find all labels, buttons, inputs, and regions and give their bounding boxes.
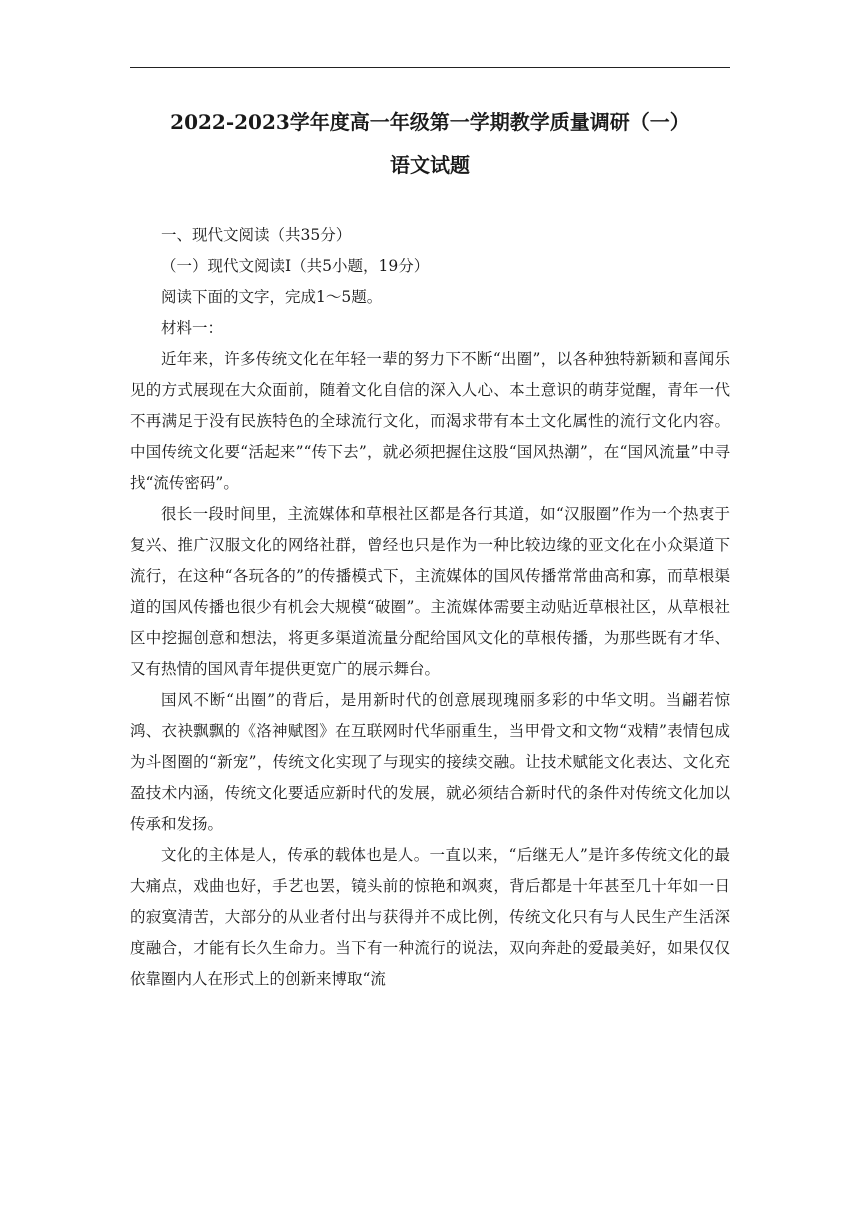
paragraph: 很长一段时间里，主流媒体和草根社区都是各行其道，如“汉服圈”作为一个热衷于复兴、推广汉服文化的网络社群，曾经也只是作为一种比较边缘的亚文化在小众渠道下流行，在这种“各玩各的”的传播模式下，主流媒体的国风传播常常曲高和寡，而草根渠道的国风传播也很少有机会大规模“破圈”。主流媒体需要主动贴近草根社区，从草根社区中挖掘创意和想法，将更多渠道流量分配给国风文化的草根传播，为那些既有才华、又有热情的国风青年提供更宽广的展示舞台。	[130, 505, 730, 678]
reading-instruction: 阅读下面的文字，完成1～5题。	[161, 288, 383, 306]
document-subtitle: 语文试题	[390, 153, 470, 177]
section-heading: 一、现代文阅读（共35分）	[161, 226, 352, 244]
document-title: 2022-2023学年度高一年级第一学期教学质量调研（一）	[170, 110, 690, 134]
paragraph: 文化的主体是人，传承的载体也是人。一直以来，“后继无人”是许多传统文化的最大痛点，戏曲也好，手艺也罢，镜头前的惊艳和飒爽，背后都是十年甚至几十年如一日的寂寞清苦，大部分的从业者付出与获得并不成比例，传统文化只有与人民生产生活深度融合，才能有长久生命力。当下有一种流行的说法，双向奔赴的爱最美好，如果仅仅依靠圈内人在形式上的创新来博取“流	[130, 846, 730, 988]
header-rule	[130, 67, 730, 68]
material-label: 材料一：	[161, 319, 224, 337]
paragraph: 国风不断“出圈”的背后，是用新时代的创意展现瑰丽多彩的中华文明。当翩若惊鸿、衣袂飘飘的《洛神赋图》在互联网时代华丽重生，当甲骨文和文物“戏精”表情包成为斗图圈的“新宠”，传统文化实现了与现实的接续交融。让技术赋能文化表达、文化充盈技术内涵，传统文化要适应新时代的发展，就必须结合新时代的条件对传统文化加以传承和发扬。	[130, 691, 730, 833]
subsection-heading: （一）现代文阅读I（共5小题，19分）	[161, 257, 430, 275]
document-body	[130, 220, 730, 995]
paragraph: 近年来，许多传统文化在年轻一辈的努力下不断“出圈”，以各种独特新颖和喜闻乐见的方式展现在大众面前，随着文化自信的深入人心、本土意识的萌芽觉醒，青年一代不再满足于没有民族特色的全球流行文化，而渴求带有本土文化属性的流行文化内容。中国传统文化要“活起来”“传下去”，就必须把握住这股“国风热潮”，在“国风流量”中寻找“流传密码”。	[130, 350, 730, 492]
